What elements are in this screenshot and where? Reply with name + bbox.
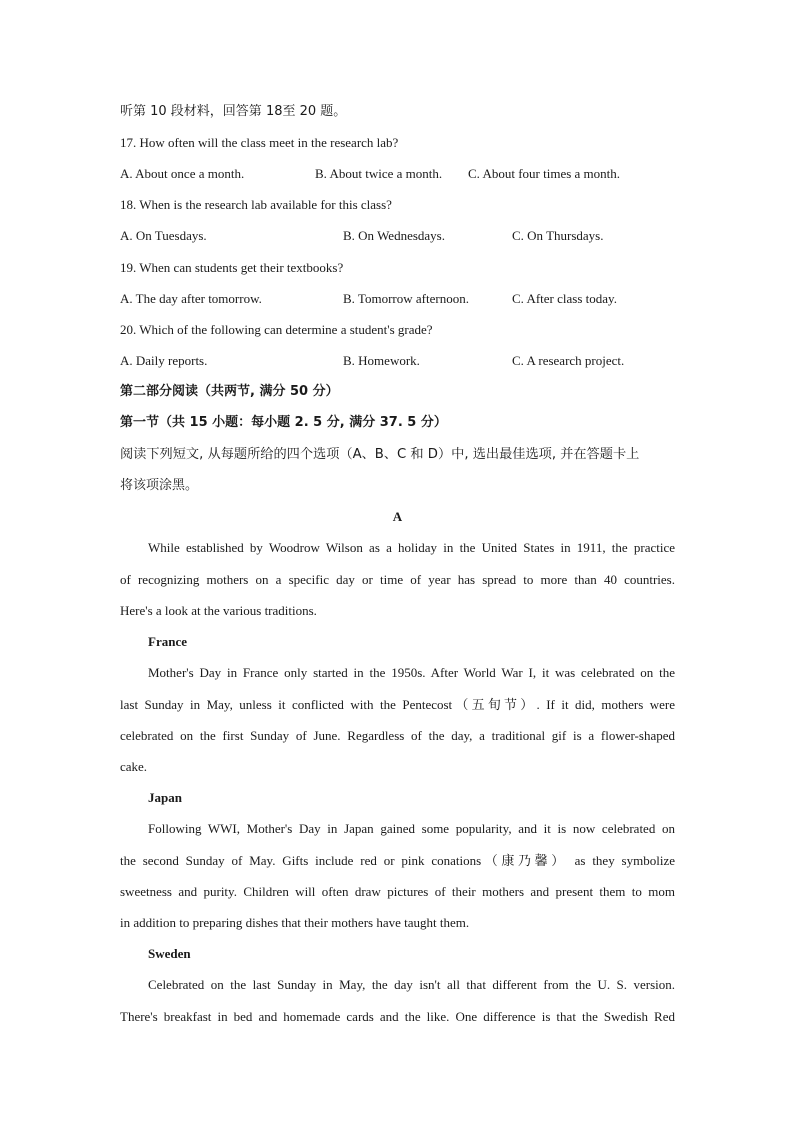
sweden-line-1: Celebrated on the last Sunday in May, the day isn't all that different from the U. S. version. bbox=[148, 977, 675, 992]
question-17-option-b: B. About twice a month. bbox=[315, 166, 443, 181]
question-18-option-c: C. On Thursdays. bbox=[512, 228, 604, 243]
question-17-option-c: C. About four times a month. bbox=[468, 166, 621, 181]
france-line-2: last Sunday in May, unless it conflicted with the Pentecost（五旬节）. If it did, mothers were bbox=[120, 697, 675, 712]
listening-instruction: 听第 10 段材料，回答第 18至 20 题。 bbox=[120, 104, 347, 119]
reading-instruction-line-2: 将该项涂黑。 bbox=[120, 478, 199, 493]
question-19-option-a: A. The day after tomorrow. bbox=[120, 291, 262, 306]
question-19-stem: 19. When can students get their textbooks? bbox=[120, 260, 344, 275]
japan-heading: Japan bbox=[148, 790, 182, 805]
intro-line-3: Here's a look at the various traditions. bbox=[120, 603, 317, 618]
passage-label: A bbox=[392, 509, 403, 524]
question-20-option-b: B. Homework. bbox=[343, 353, 420, 368]
france-line-3: celebrated on the first Sunday of June. Regardless of the day, a traditional gif is a flower-shaped bbox=[120, 728, 675, 743]
intro-line-2: of recognizing mothers on a specific day or time of year has spread to more than 40 countries. bbox=[120, 572, 675, 587]
reading-part-title: 第二部分阅读（共两节, 满分 50 分） bbox=[120, 384, 339, 399]
question-19-option-b: B. Tomorrow afternoon. bbox=[343, 291, 469, 306]
france-line-1: Mother's Day in France only started in the 1950s. After World War I, it was celebrated on the bbox=[148, 665, 675, 680]
france-line-4: cake. bbox=[120, 759, 148, 774]
question-17-stem: 17. How often will the class meet in the research lab? bbox=[120, 135, 399, 150]
reading-section-title: 第一节（共 15 小题：每小题 2. 5 分, 满分 37. 5 分） bbox=[120, 415, 447, 430]
question-20-stem: 20. Which of the following can determine a student's grade? bbox=[120, 322, 433, 337]
intro-line-1: While established by Woodrow Wilson as a holiday in the United States in 1911, the practice bbox=[148, 540, 675, 555]
reading-instruction-line-1: 阅读下列短文, 从每题所给的四个选项（A、B、C 和 D）中, 选出最佳选项, 并在答题卡上 bbox=[120, 447, 640, 462]
japan-line-1: Following WWI, Mother's Day in Japan gained some popularity, and it is now celebrated on bbox=[148, 821, 675, 836]
question-20-option-a: A. Daily reports. bbox=[120, 353, 208, 368]
japan-line-3: sweetness and purity. Children will often draw pictures of their mothers and present them to mom bbox=[120, 884, 675, 899]
question-19-option-c: C. After class today. bbox=[512, 291, 617, 306]
question-18-option-b: B. On Wednesdays. bbox=[343, 228, 445, 243]
sweden-line-2: There's breakfast in bed and homemade cards and the like. One difference is that the Swedish Red bbox=[120, 1009, 675, 1024]
question-17-option-a: A. About once a month. bbox=[120, 166, 245, 181]
france-heading: France bbox=[148, 634, 187, 649]
question-18-option-a: A. On Tuesdays. bbox=[120, 228, 207, 243]
japan-line-2: the second Sunday of May. Gifts include red or pink conations（康乃馨） as they symbolize bbox=[120, 853, 675, 868]
japan-line-4: in addition to preparing dishes that their mothers have taught them. bbox=[120, 915, 470, 930]
sweden-heading: Sweden bbox=[148, 946, 191, 961]
question-18-stem: 18. When is the research lab available for this class? bbox=[120, 197, 392, 212]
question-20-option-c: C. A research project. bbox=[512, 353, 625, 368]
